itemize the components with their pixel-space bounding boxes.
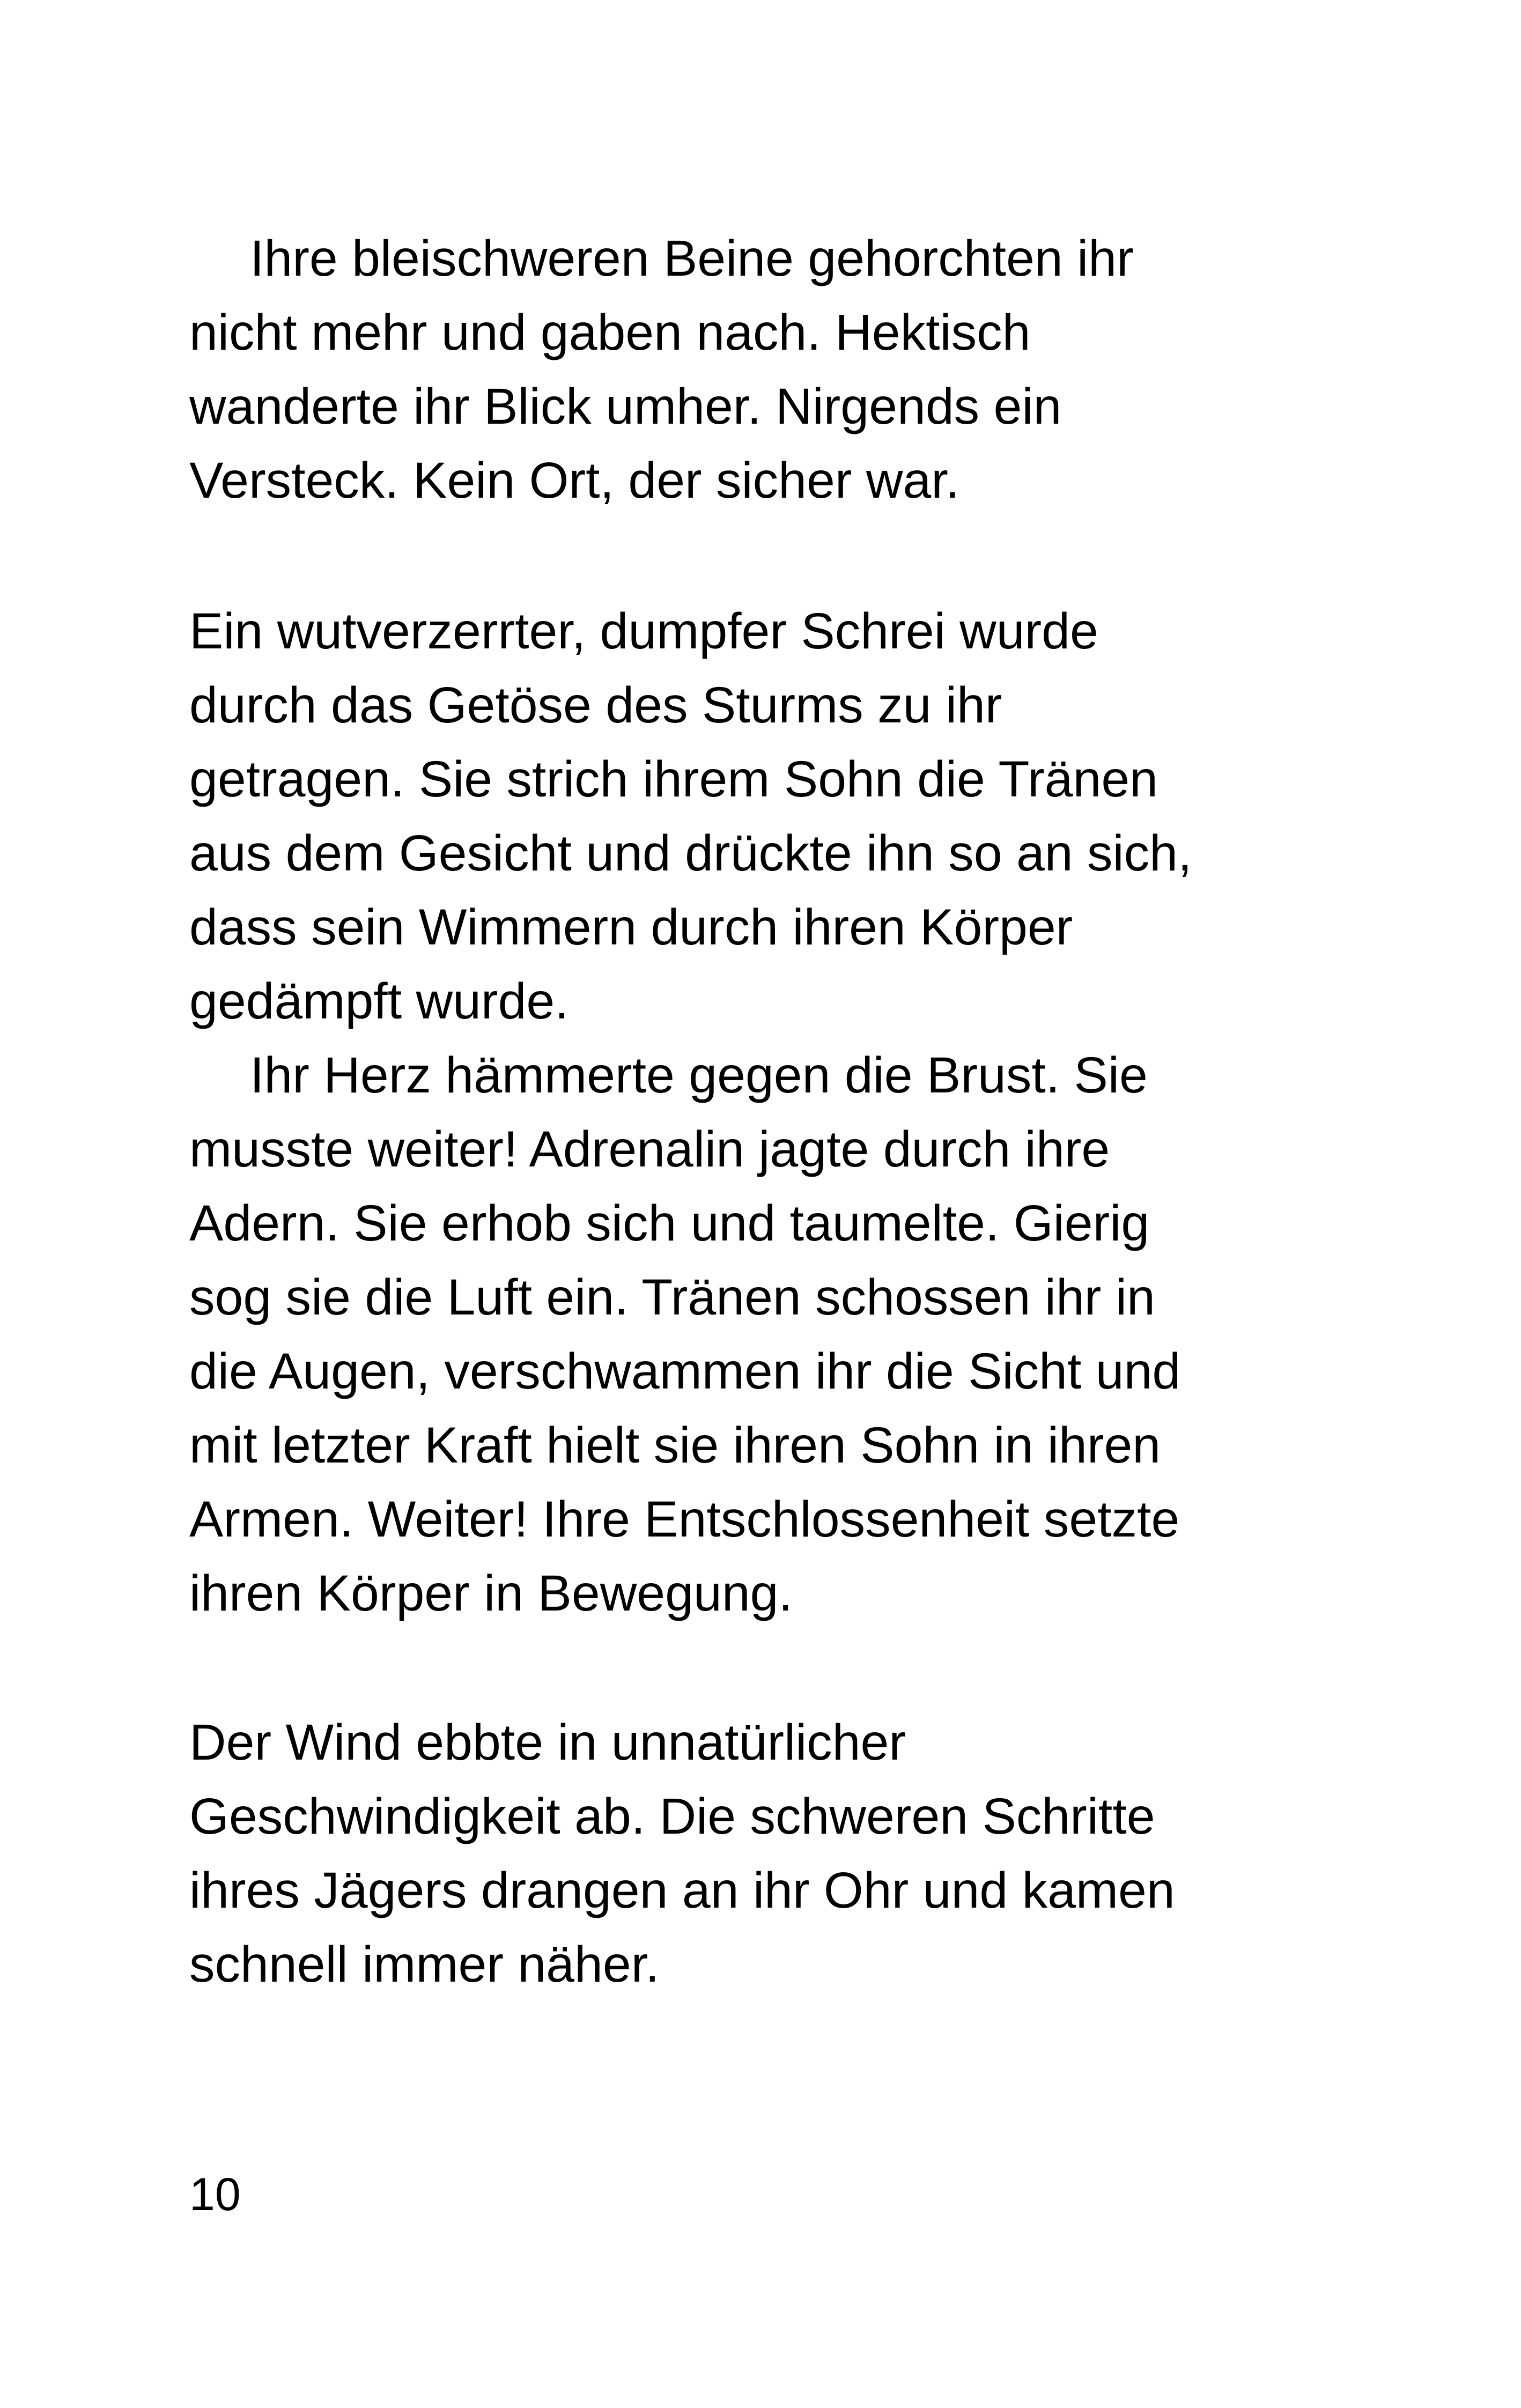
text-block-2: [189, 594, 1332, 1630]
paragraph-2: Ein wutverzerrter, dumpfer Schrei wurde durch das Getöse des Sturms zu ihr getragen. Sie strich ihrem Sohn die Tränen aus dem Gesicht und drückte ihn so an sich, dass sein Wimmern durch ihren Körper gedämpft wurde.: [189, 603, 1192, 1030]
paragraph-3: Ihr Herz hämmerte gegen die Brust. Sie musste weiter! Adrenalin jagte durch ihre Adern. Sie erhob sich und taumelte. Gierig sog sie die Luft ein. Tränen schossen ihr in die Augen, verschwammen ihr die Sicht und mit letzter Kraft hielt sie ihren Sohn in ihren Armen. Weiter! Ihre Entschlossenheit setzte ihren Körper in Bewegung.: [189, 1047, 1181, 1622]
text-block-3: [189, 1705, 1332, 2001]
paragraph-4: Der Wind ebbte in unnatürlicher Geschwindigkeit ab. Die schweren Schritte ihres Jägers drangen an ihr Ohr und kamen schnell immer näher.: [189, 1714, 1175, 1993]
paragraph-1: Ihre bleischweren Beine gehorchten ihr nicht mehr und gaben nach. Hektisch wanderte ihr Blick umher. Nirgends ein Versteck. Kein Ort, der sicher war.: [189, 230, 1134, 509]
text-block-1: [189, 221, 1332, 518]
page-number: 10: [189, 2169, 241, 2220]
